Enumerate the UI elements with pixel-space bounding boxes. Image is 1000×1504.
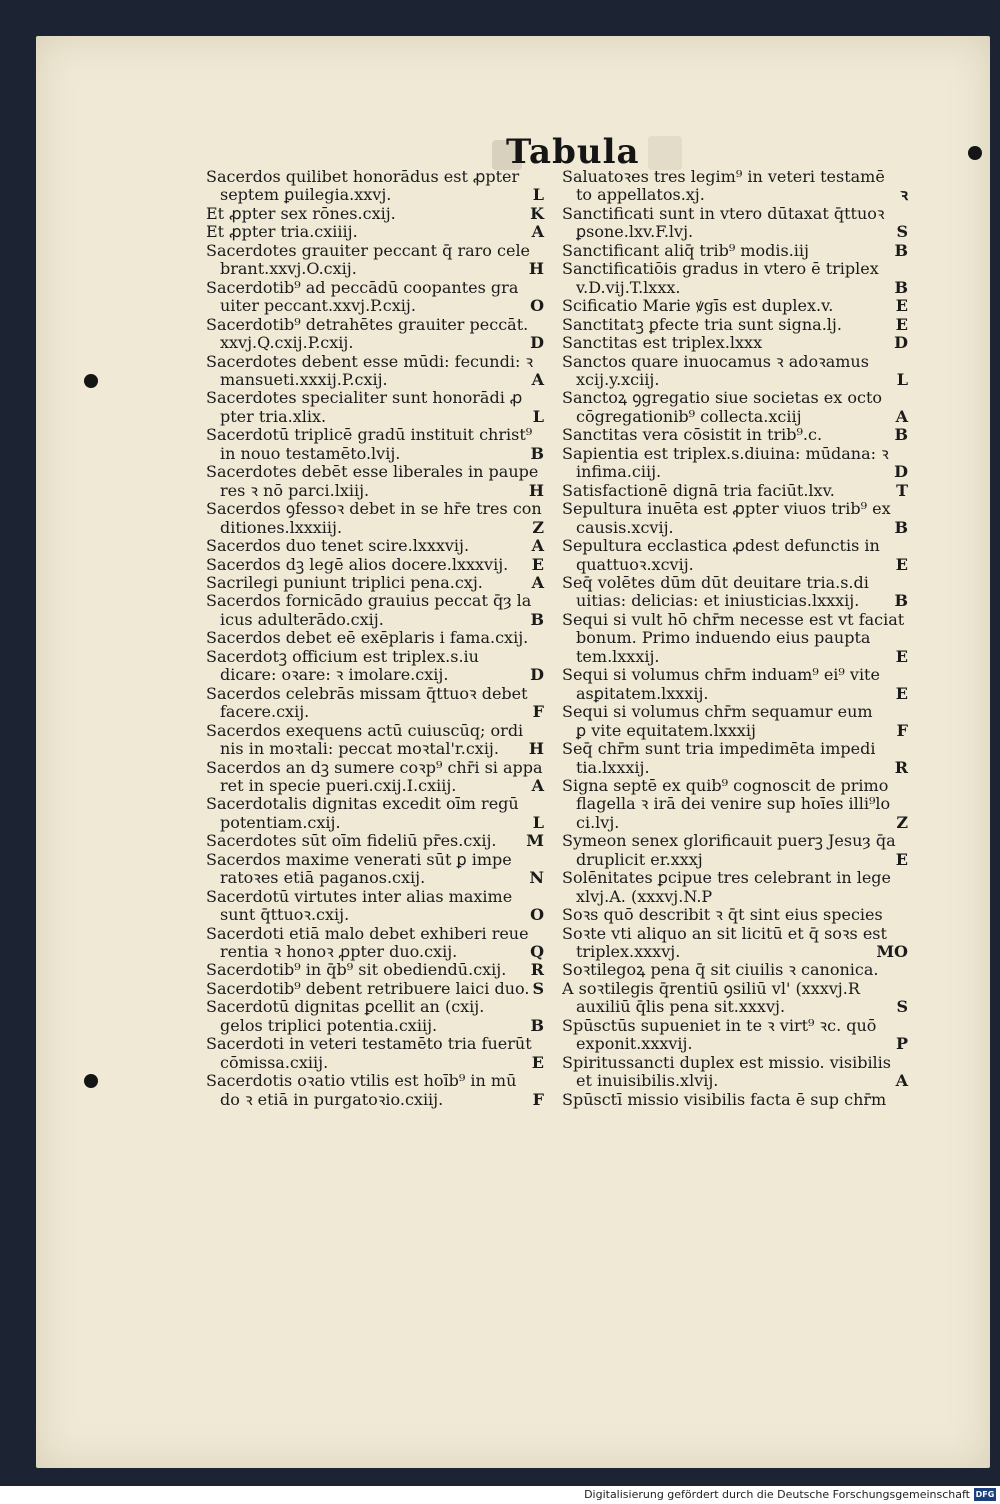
section-letter: D — [530, 665, 544, 685]
index-column-left — [206, 168, 544, 1109]
index-entry — [206, 592, 544, 629]
section-letter: S — [532, 978, 544, 998]
index-entry-line: xxvj.Q.cxij.P.cxij. — [220, 334, 354, 353]
index-entry — [562, 316, 908, 334]
index-entry-line: Sacerdos quilibet honorādus est ꝓpter — [206, 168, 520, 186]
index-entry-line: Sacerdotes debēt esse liberales in paupe — [206, 463, 539, 482]
index-entry — [206, 463, 544, 500]
index-entry-line: tia.lxxxij. — [576, 758, 650, 777]
section-letter: D — [530, 333, 544, 353]
section-letter: L — [532, 812, 544, 832]
binding-hole — [84, 1074, 98, 1088]
index-entry-line: Et ꝓpter tria.cxiiij. — [206, 223, 358, 242]
index-entry — [562, 906, 908, 924]
index-entry-line: Et ꝓpter sex rōnes.cxij. — [206, 204, 396, 223]
index-entry — [206, 537, 544, 555]
index-entry — [562, 961, 908, 979]
index-entry-line: xcij.y.xciij. — [576, 370, 660, 389]
section-letter: T — [896, 480, 908, 500]
section-letter: B — [530, 1015, 544, 1035]
index-entry-line: Sacrilegi puniunt̄ triplici pena.cxj. — [206, 573, 483, 592]
index-entry-line: dicare: oꝛare: ꝛ imolare.cxij. — [220, 666, 449, 685]
section-letter: E — [895, 296, 908, 316]
index-entry-line: v.D.vij.T.lxxx. — [576, 278, 681, 297]
index-entry-line: facere.cxij. — [220, 703, 310, 722]
index-entry — [206, 629, 544, 647]
section-letter: E — [895, 646, 908, 666]
section-letter: A — [895, 406, 908, 426]
section-letter: F — [532, 1089, 544, 1109]
index-entry — [562, 666, 908, 703]
section-letter: A — [531, 572, 544, 592]
index-entry — [206, 426, 544, 463]
index-entry-line: Sacerdotū triplicē gradū instituit christ⁹ — [206, 426, 533, 445]
section-letter: L — [532, 185, 544, 205]
index-entry — [206, 574, 544, 592]
index-entry — [562, 500, 908, 537]
index-entry-line: Sacerdotib⁹ debent retribuere laici duo. — [206, 979, 530, 998]
index-entry — [562, 426, 908, 444]
section-letter: R — [530, 960, 544, 980]
index-entry-line: Sanctoꝝ ꝯgregatio siue societas ex octo — [562, 389, 883, 408]
index-entry-line: uitias: delicias: et iniusticias.lxxxij. — [576, 592, 860, 611]
index-entry — [206, 851, 544, 888]
index-entry-line: icus adulterādo.cxij. — [220, 610, 384, 629]
index-entry-line: Scificatio Marie ꝟgīs est duplex.v. — [562, 297, 834, 316]
index-entry — [206, 316, 544, 353]
section-letter: MO — [876, 942, 908, 962]
index-entry-line: Saluatoꝛes tres legim⁹ in veteri testamē — [562, 168, 885, 186]
index-entry-line: Soꝛte vti aliquo an sit licitū et q̄ soꝛs est — [562, 924, 887, 943]
index-entry-line: potentiam.cxij. — [220, 813, 341, 832]
index-entry — [562, 445, 908, 482]
index-entry-line: Seq̄ volētes dūm dūt deuitare tria.s.di — [562, 573, 869, 592]
index-entry-line: Sacerdoti etiā malo debet exhiberi reue — [206, 924, 529, 943]
index-entry-line: causis.xcvij. — [576, 518, 674, 537]
index-entry-line: Sacerdotes sūt oīm fideliū pr̄es.cxij. — [206, 832, 497, 851]
index-entry — [206, 556, 544, 574]
index-entry-line: cōgregationib⁹ collecta.xciij — [576, 407, 802, 426]
index-entry — [206, 759, 544, 796]
index-entry — [562, 205, 908, 242]
section-letter: M — [526, 831, 544, 851]
index-entry-line: cōmissa.cxiij. — [220, 1053, 329, 1072]
index-entry-line: gelos triplici potentia.cxiij. — [220, 1016, 438, 1035]
index-entry-line: Sacerdotib⁹ in q̄b⁹ sit obediendū.cxij. — [206, 961, 507, 980]
index-entry-line: Sacerdos fornicādo grauius peccat q̄ȝ la — [206, 592, 532, 611]
index-entry — [206, 795, 544, 832]
index-entry-line: ꝑ vite equitatem.lxxxij — [576, 721, 756, 740]
index-entry-line: Sacerdos ꝯfessoꝛ debet in se hr̄e tres con — [206, 500, 542, 519]
section-letter: A — [531, 536, 544, 556]
section-letter: F — [896, 720, 908, 740]
section-letter: E — [895, 554, 908, 574]
section-letter: D — [894, 462, 908, 482]
index-entry — [562, 980, 908, 1017]
dfg-logo: DFG — [975, 1490, 995, 1499]
section-letter: E — [895, 683, 908, 703]
index-entry — [562, 1054, 908, 1091]
section-letter: A — [531, 222, 544, 242]
index-entry-line: et inuisibilis.xlvij. — [576, 1072, 719, 1091]
index-entry-line: Sacerdotū virtutes inter alias maxime — [206, 887, 513, 906]
section-letter: E — [895, 849, 908, 869]
index-entry-line: to appellatos.xj. — [576, 186, 705, 205]
section-letter: Q — [530, 942, 544, 962]
index-entry-line: Sacerdotes debent esse mūdi: fecundi: ꝛ — [206, 352, 534, 371]
index-entry-line: Sacerdos an dꝫ sumere coꝛp⁹ chr̄i si appa — [206, 758, 543, 777]
index-entry-line: ditiones.lxxxiij. — [220, 518, 343, 537]
index-entry-line: Sanctos quare inuocamus ꝛ adoꝛamus — [562, 352, 869, 371]
section-letter: K — [530, 203, 544, 223]
index-entry — [206, 205, 544, 223]
index-entry — [206, 722, 544, 759]
index-entry-line: Sacerdos exequens actū cuiuscūq; ordi — [206, 721, 524, 740]
index-entry-line: Seq̄ chr̄m sunt tria impedimēta impedi — [562, 740, 876, 759]
index-entry-line: Sacerdotib⁹ detrahētes grauiter peccāt. — [206, 315, 529, 334]
page-title: Tabula — [506, 132, 640, 172]
section-letter: Z — [896, 812, 908, 832]
index-entry — [562, 242, 908, 260]
index-entry-line: Sacerdotes specialiter sunt honorādi ꝓ — [206, 389, 523, 408]
section-letter: A — [531, 775, 544, 795]
index-entry-line: Sacerdos duo tenet̄ scire.lxxxvij. — [206, 537, 470, 556]
index-entry-line: Spūsctūs supueniet in te ꝛ virt⁹ ꝛc. quō — [562, 1016, 877, 1035]
index-entry-line: septem ꝑuilegia.xxvj. — [220, 186, 392, 205]
section-letter: H — [528, 739, 544, 759]
index-entry-line: Sanctitas vera cōsistit in trib⁹.c. — [562, 426, 823, 445]
index-entry-line: Sequi si vult hō chr̄m necesse est vt faciat — [562, 610, 905, 629]
section-letter: B — [894, 240, 908, 260]
index-entry-line: Soꝛs quō describit̄ ꝛ q̄t sint eius species — [562, 906, 883, 925]
index-entry-line: exponit̄.xxxvij. — [576, 1035, 693, 1054]
index-entry-line: Sanctificant̄ aliq̄ trib⁹ modis.iij — [562, 241, 809, 260]
section-letter: S — [896, 222, 908, 242]
section-letter: B — [530, 609, 544, 629]
index-entry-line: res ꝛ nō parci.lxiij. — [220, 481, 370, 500]
index-entry-line: Sacerdos dꝫ legē alios docere.lxxxvij. — [206, 555, 509, 574]
index-entry-line: Signa septē ex quib⁹ cognoscit̄ de primo — [562, 776, 889, 795]
index-entry — [562, 869, 908, 906]
index-entry — [206, 242, 544, 279]
index-entry-line: Sacerdos maxime venerati sūt ꝑ impe — [206, 850, 512, 869]
index-entry-line: rentia ꝛ honoꝛ ꝓpter duo.cxij. — [220, 943, 458, 962]
section-letter: L — [532, 406, 544, 426]
index-entry-line: Sacerdotib⁹ ad peccādū coopantes gra — [206, 278, 519, 297]
index-entry-line: Sanctitas est triplex.lxxx — [562, 334, 763, 353]
index-entry-line: uiter peccant.xxvj.P.cxij. — [220, 297, 416, 316]
binding-hole — [968, 146, 982, 160]
index-entry-line: do ꝛ etiā in purgatoꝛio.cxiij. — [220, 1090, 444, 1109]
index-entry-line: Sanctitatꝫ ꝑfecte tria sunt signa.lj. — [562, 315, 842, 334]
index-entry-line: Sacerdotū dignitas ꝑcellit an (cxij. — [206, 998, 485, 1017]
index-entry — [562, 297, 908, 315]
index-entry — [206, 168, 544, 205]
index-entry-line: bonum. Primo induendo eius paupta — [576, 629, 871, 648]
index-entry-line: Sacerdos celebrās missam q̄ttuoꝛ debet — [206, 684, 528, 703]
index-entry-line: Sepultura inuēta est ꝓpter viuos trib⁹ ex — [562, 500, 891, 519]
index-entry — [206, 1072, 544, 1109]
binding-hole — [84, 374, 98, 388]
index-entry — [562, 740, 908, 777]
index-entry — [206, 648, 544, 685]
index-entry-line: quattuoꝛ.xcvij. — [576, 555, 694, 574]
index-entry-line: tem.lxxxij. — [576, 647, 660, 666]
index-entry — [206, 980, 544, 998]
index-entry-line: xlvj.A. (xxxvj.N.P — [576, 887, 713, 906]
index-entry — [562, 1091, 908, 1109]
index-entry-line: Sequi si volumus chr̄m induam⁹ ei⁹ vite — [562, 666, 880, 685]
section-letter: O — [530, 905, 544, 925]
index-entry — [562, 832, 908, 869]
index-entry-line: A soꝛtilegis q̄rentiū ꝯsiliū vl' (xxxvj.R — [562, 979, 860, 998]
index-entry — [562, 334, 908, 352]
section-letter: L — [896, 369, 908, 389]
index-entry-line: pter tria.xlix. — [220, 407, 327, 426]
index-entry-line: ci.lvj. — [576, 813, 620, 832]
index-entry-line: Spiritussancti duplex est missio. visibilis — [562, 1053, 891, 1072]
index-entry — [206, 500, 544, 537]
section-letter: S — [896, 997, 908, 1017]
section-letter: Z — [532, 517, 544, 537]
index-entry-line: sunt q̄ttuoꝛ.cxij. — [220, 906, 350, 925]
section-letter: A — [895, 1071, 908, 1091]
section-letter: E — [531, 554, 544, 574]
index-entry — [562, 1017, 908, 1054]
index-entry — [562, 703, 908, 740]
index-entry-line: asꝑitatem.lxxxij. — [576, 684, 709, 703]
index-entry-line: Sepultura ecclastica ꝓdest defunctis in — [562, 537, 880, 556]
index-entry-line: auxiliū q̄lis pena sit.xxxvj. — [576, 998, 786, 1017]
section-letter: E — [531, 1052, 544, 1072]
index-entry-line: Sapientia est triplex.s.diuina: mūdana: ꝛ — [562, 444, 889, 463]
index-entry-line: Satisfactionē dignā tria faciūt.lxv. — [562, 481, 835, 500]
index-entry — [562, 353, 908, 390]
section-letter: A — [531, 369, 544, 389]
section-letter: H — [528, 259, 544, 279]
index-entry-line: triplex.xxxvj. — [576, 943, 681, 962]
index-entry-line: Soꝛtilegoꝝ pena q̄ sit ciuilis ꝛ canonica. — [562, 961, 879, 980]
index-entry — [562, 925, 908, 962]
index-entry-line: Symeon senex glorificauit puerꝫ Jesuȝ q̄a — [562, 832, 896, 851]
section-letter: P — [895, 1034, 908, 1054]
index-entry-line: Sacerdoti in veteri testamēto tria fuerūt — [206, 1035, 532, 1054]
index-entry-line: ret in specie pueri.cxij.I.cxiij. — [220, 776, 457, 795]
index-entry — [562, 611, 908, 666]
section-letter: N — [529, 868, 544, 888]
index-entry — [206, 888, 544, 925]
section-letter: B — [894, 591, 908, 611]
index-entry — [206, 389, 544, 426]
index-column-right — [562, 168, 908, 1109]
section-letter: R — [894, 757, 908, 777]
index-entry-line: in nouo testamēto.lvij. — [220, 444, 401, 463]
index-entry-line: Sanctificatiōis gradus in vtero ē triplex — [562, 260, 879, 279]
index-entry — [206, 998, 544, 1035]
index-entry — [206, 685, 544, 722]
index-entry-line: brant.xxvj.O.cxij. — [220, 260, 357, 279]
index-entry — [206, 279, 544, 316]
index-entry-line: Sacerdotes grauiter peccant q̄ raro cele — [206, 241, 531, 260]
index-entry — [206, 925, 544, 962]
index-entry — [206, 961, 544, 979]
index-entry-line: Sequi si volumus chr̄m sequamur eum — [562, 703, 873, 722]
index-entry-line: ratoꝛes etiā paganos.cxij. — [220, 869, 426, 888]
index-entry-line: infima.ciij. — [576, 463, 662, 482]
funding-credit: Digitalisierung gefördert durch die Deutsche Forschungsgemeinschaft — [584, 1488, 970, 1501]
index-entry-line: Spūsctī missio visibilis facta ē sup chr̄m — [562, 1090, 887, 1109]
index-entry — [562, 482, 908, 500]
section-letter: E — [895, 314, 908, 334]
index-entry-line: Sacerdotꝫ officium est triplex.s.iu — [206, 647, 479, 666]
section-letter: B — [894, 425, 908, 445]
section-letter: B — [894, 277, 908, 297]
index-entry — [562, 537, 908, 574]
section-letter: D — [894, 333, 908, 353]
index-entry — [206, 223, 544, 241]
index-entry-line: Solēnitates ꝑcipue tres celebrant̄ in lege — [562, 869, 892, 888]
index-entry — [206, 353, 544, 390]
section-letter: H — [528, 480, 544, 500]
index-entry — [562, 260, 908, 297]
section-letter: B — [530, 443, 544, 463]
index-entry — [206, 1035, 544, 1072]
index-entry — [562, 777, 908, 832]
index-entry-line: Sanctificati sunt in vtero dūtaxat q̄ttuoꝛ — [562, 204, 885, 223]
index-entry-line: Sacerdotis oꝛatio vtilis est hoīb⁹ in mū — [206, 1072, 517, 1091]
section-letter: B — [894, 517, 908, 537]
section-letter: O — [530, 296, 544, 316]
index-entry-line: Sacerdotalis dignitas excedit oīm regū — [206, 795, 519, 814]
index-entry — [562, 168, 908, 205]
index-entry-line: mansueti.xxxij.P.cxij. — [220, 370, 388, 389]
index-entry-line: Sacerdos debet eē exēplaris i fama.cxij. — [206, 629, 529, 648]
index-entry-line: druplicit er.xxxj — [576, 850, 703, 869]
section-letter: F — [532, 702, 544, 722]
index-entry-line: flagella ꝛ irā dei venire sup hoīes illi⁹lo — [576, 795, 891, 814]
section-letter: ꝛ — [900, 185, 908, 205]
index-entry — [562, 389, 908, 426]
index-entry-line: ꝑsone.lxv.F.lvj. — [576, 223, 694, 242]
index-entry-line: nis in moꝛtali: peccat moꝛtal'r.cxij. — [220, 740, 499, 759]
index-entry — [206, 832, 544, 850]
index-entry — [562, 574, 908, 611]
